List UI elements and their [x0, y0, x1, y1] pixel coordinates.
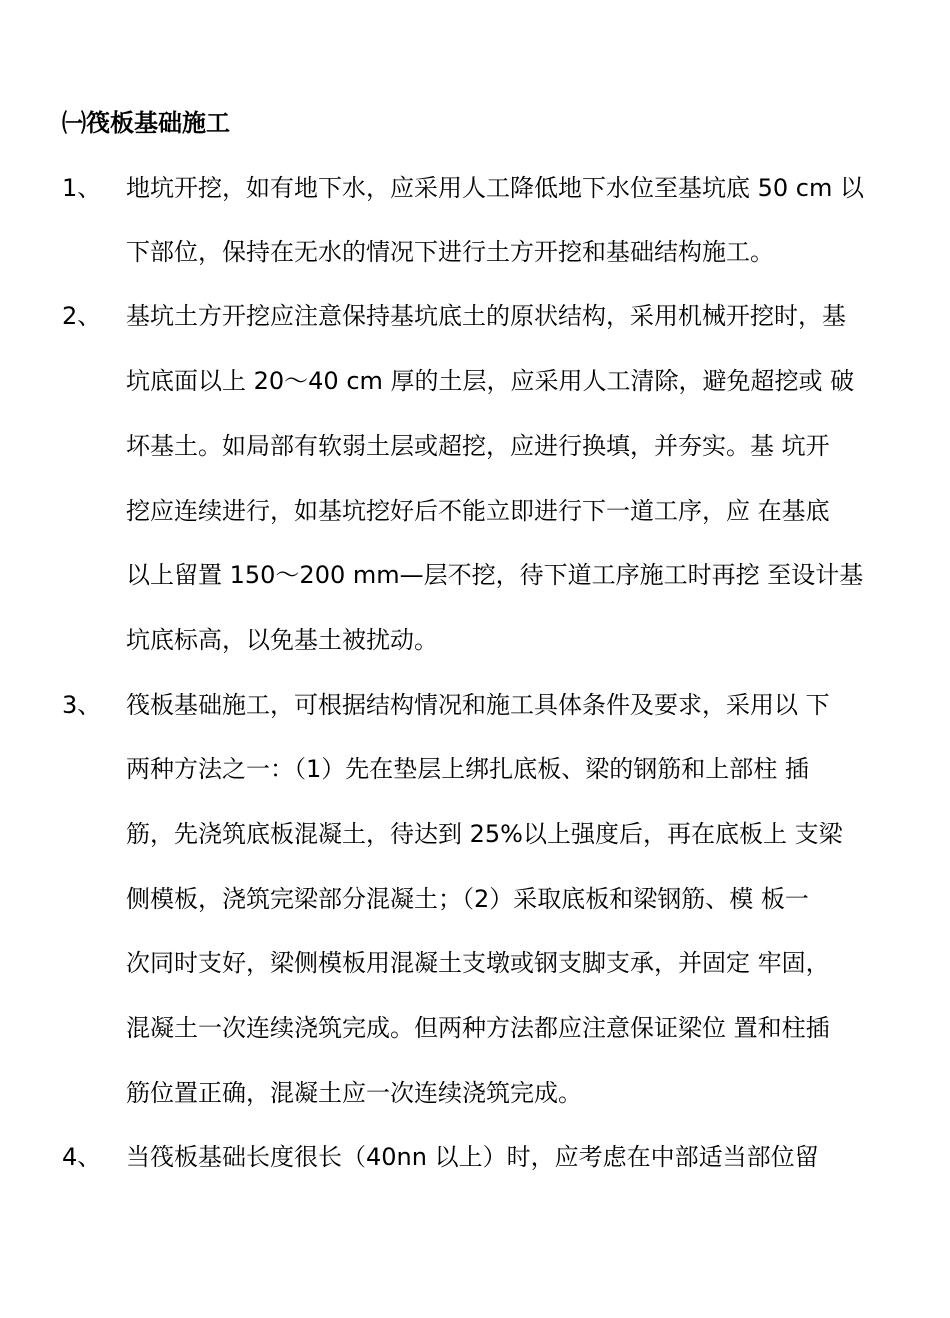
- item-2-line-2: 坑底面以上 20〜40 cm 厚的土层，应采用人工清除，避免超挖或 破: [126, 367, 855, 395]
- item-3-line-1: 筏板基础施工，可根据结构情况和施工具体条件及要求，采用以 下: [126, 691, 830, 719]
- section-heading: ㈠筏板基础施工: [62, 109, 230, 137]
- item-1-line-1: 地坑开挖，如有地下水，应采用人工降低地下水位至基坑底 50 cm 以: [126, 174, 864, 202]
- item-2-line-1: 基坑土方开挖应注意保持基坑底土的原状结构，采用机械开挖时，基: [126, 302, 846, 330]
- item-4-line-1: 当筏板基础长度很长（40nn 以上）时，应考虑在中部适当部位留: [126, 1143, 819, 1171]
- item-2-line-6: 坑底标高，以免基土被扰动。: [126, 626, 438, 654]
- item-3-line-5: 次同时支好，梁侧模板用混凝土支墩或钢支脚支承，并固定 牢固，: [126, 949, 830, 977]
- item-3-number: 3、: [62, 691, 102, 719]
- item-2-line-5: 以上留置 150〜200 mm—层不挖，待下道工序施工时再挖 至设计基: [126, 561, 864, 589]
- item-4-number: 4、: [62, 1143, 102, 1171]
- item-2-number: 2、: [62, 302, 102, 330]
- item-2-line-3: 坏基土。如局部有软弱土层或超挖，应进行换填，并夯实。基 坑开: [126, 432, 830, 460]
- item-3-line-7: 筋位置正确，混凝土应一次连续浇筑完成。: [126, 1079, 582, 1107]
- item-3-line-6: 混凝土一次连续浇筑完成。但两种方法都应注意保证梁位 置和柱插: [126, 1014, 830, 1042]
- item-2-line-4: 挖应连续进行，如基坑挖好后不能立即进行下一道工序，应 在基底: [126, 497, 830, 525]
- item-1-line-2: 下部位，保持在无水的情况下进行土方开挖和基础结构施工。: [126, 238, 774, 266]
- item-1-number: 1、: [62, 174, 102, 202]
- item-3-line-2: 两种方法之一：（1）先在垫层上绑扎底板、梁的钢筋和上部柱 插: [126, 755, 809, 783]
- item-3-line-3: 筋，先浇筑底板混凝土，待达到 25%以上强度后，再在底板上 支梁: [126, 820, 843, 848]
- item-3-line-4: 侧模板，浇筑完梁部分混凝土；（2）采取底板和梁钢筋、模 板一: [126, 885, 809, 913]
